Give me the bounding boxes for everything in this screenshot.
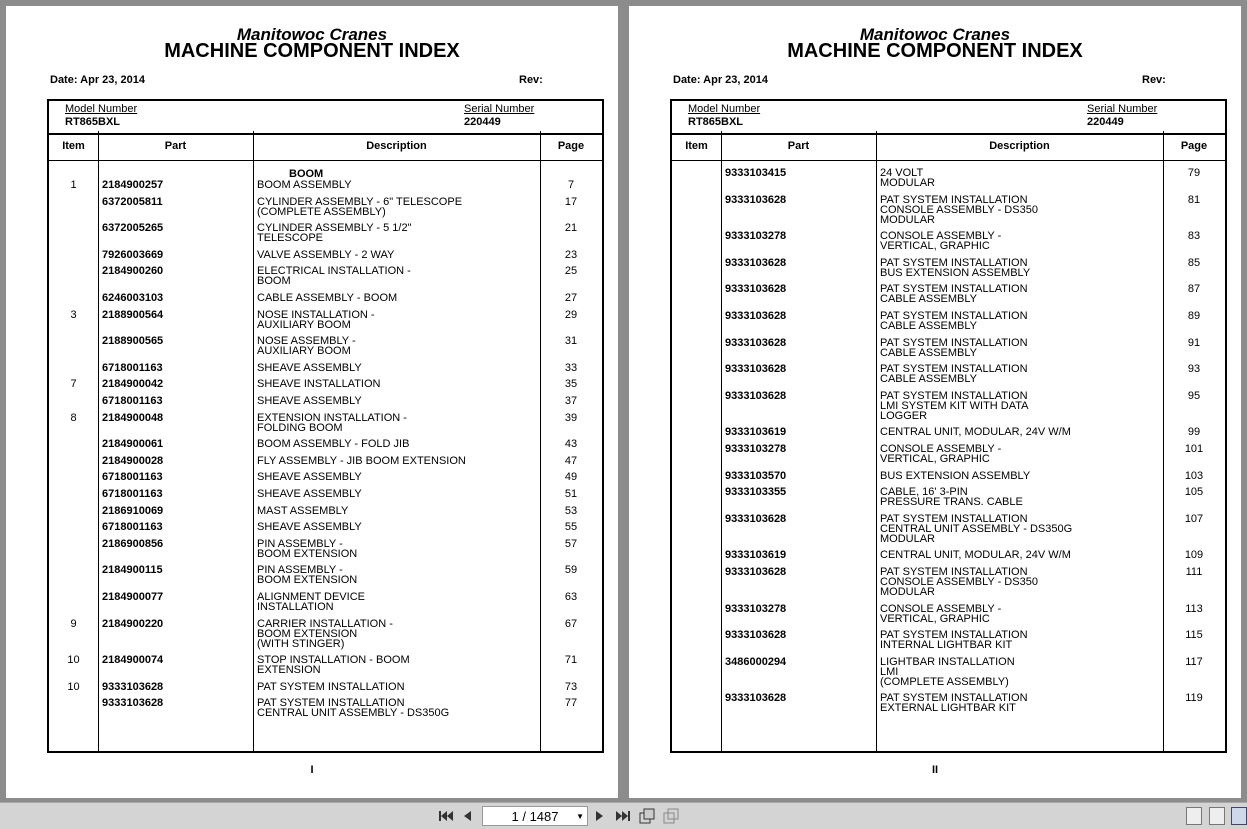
row-part-number: 2184900042 (102, 378, 164, 391)
row-page: 29 (564, 308, 578, 321)
row-description: CYLINDER ASSEMBLY - 5 1/2" TELESCOPE (257, 222, 412, 245)
row-item: 1 (70, 179, 77, 191)
row-description: PAT SYSTEM INSTALLATION EXTERNAL LIGHTBAR KIT (880, 692, 1028, 715)
row-description: PAT SYSTEM INSTALLATION CONSOLE ASSEMBLY - DS350 MODULAR (880, 566, 1038, 598)
date-label: Date: Apr 23, 2014 (673, 74, 768, 86)
row-description: PAT SYSTEM INSTALLATION (257, 680, 405, 693)
row-description: ELECTRICAL INSTALLATION - BOOM (257, 265, 411, 288)
row-description: ALIGNMENT DEVICE INSTALLATION (257, 591, 365, 613)
row-page: 35 (564, 378, 578, 391)
row-part-number: 9333103628 (725, 193, 787, 206)
chevron-down-icon[interactable]: ▼ (576, 811, 584, 821)
row-part-number: 2184900077 (102, 591, 164, 603)
row-page: 53 (564, 504, 578, 517)
brand-title: Manitowoc Cranes (859, 25, 1011, 44)
row-description: CYLINDER ASSEMBLY - 6" TELESCOPE (COMPLETE ASSEMBLY) (257, 195, 463, 218)
row-page: 83 (1187, 230, 1201, 243)
row-description: PAT SYSTEM INSTALLATION CONSOLE ASSEMBLY - DS350 MODULAR (880, 193, 1038, 226)
page-folio: II (931, 764, 939, 776)
row-page: 77 (564, 697, 578, 710)
row-part-number: 9333103628 (725, 256, 787, 269)
row-item: 10 (67, 680, 80, 693)
document-page-right (629, 6, 1241, 798)
column-header-page: Page (1180, 140, 1208, 152)
model-number-label: Model Number (65, 103, 138, 115)
model-number-value: RT865BXL (688, 116, 744, 128)
row-page: 101 (1184, 443, 1204, 455)
page-indicator: 1 / 1487 (511, 808, 559, 824)
column-header-description: Description (366, 140, 427, 152)
row-page: 17 (564, 195, 578, 208)
row-description: CONSOLE ASSEMBLY - VERTICAL, GRAPHIC (880, 230, 1002, 253)
row-page: 33 (564, 361, 578, 374)
viewer-toolbar (0, 802, 1247, 829)
row-description: PAT SYSTEM INSTALLATION CABLE ASSEMBLY (880, 363, 1028, 386)
fit-icon[interactable] (662, 807, 680, 825)
row-item: 9 (70, 617, 77, 630)
row-page: 47 (564, 454, 578, 467)
row-description: BOOM ASSEMBLY - FOLD JIB (257, 438, 410, 451)
row-part-number: 2184900260 (102, 265, 164, 278)
row-part-number: 2184900257 (102, 179, 164, 191)
row-page: 73 (564, 680, 578, 693)
row-part-number: 2186910069 (102, 504, 164, 517)
row-part-number: 3486000294 (725, 655, 787, 668)
row-description: PAT SYSTEM INSTALLATION CABLE ASSEMBLY (880, 283, 1028, 306)
rotate-icon[interactable] (638, 807, 656, 825)
column-header-item: Item (62, 140, 85, 152)
document-page-left (6, 6, 618, 798)
row-page: 49 (564, 471, 578, 484)
row-page: 95 (1187, 389, 1201, 402)
row-description: EXTENSION INSTALLATION - FOLDING BOOM (257, 411, 407, 434)
serial-number-value: 220449 (464, 116, 501, 128)
page-folio: I (310, 764, 314, 776)
row-page: 115 (1185, 629, 1203, 642)
row-description: CARRIER INSTALLATION - BOOM EXTENSION (WITH STINGER) (257, 617, 393, 650)
row-page: 71 (564, 654, 578, 667)
row-part-number: 9333103619 (725, 426, 787, 439)
row-item: 7 (70, 378, 77, 391)
row-description: SHEAVE ASSEMBLY (257, 521, 362, 534)
rev-label: Rev: (519, 74, 543, 86)
row-part-number: 9333103355 (725, 486, 787, 499)
row-part-number: 6718001163 (102, 361, 163, 374)
row-description: FLY ASSEMBLY - JIB BOOM EXTENSION (257, 454, 466, 467)
row-description: SHEAVE ASSEMBLY (257, 361, 362, 374)
row-page: 31 (564, 335, 578, 348)
row-description: MAST ASSEMBLY (257, 504, 349, 517)
row-page: 119 (1185, 692, 1203, 705)
row-page: 7 (567, 179, 575, 191)
row-part-number: 9333103628 (725, 283, 787, 296)
row-description: NOSE ASSEMBLY - AUXILIARY BOOM (257, 335, 356, 358)
column-header-description: Description (989, 140, 1050, 152)
row-description: NOSE INSTALLATION - AUXILIARY BOOM (257, 308, 375, 331)
row-page: 81 (1187, 193, 1201, 206)
row-page: 67 (564, 617, 578, 630)
row-description: CENTRAL UNIT, MODULAR, 24V W/M (880, 426, 1071, 439)
model-number-value: RT865BXL (65, 116, 121, 128)
row-item: 3 (70, 308, 77, 321)
row-part-number: 9333103278 (725, 230, 787, 243)
brand-title: Manitowoc Cranes (236, 25, 388, 44)
row-description: LIGHTBAR INSTALLATION LMI (COMPLETE ASSEMBLY) (880, 655, 1015, 688)
row-description: 24 VOLT MODULAR (880, 167, 936, 189)
prev-page-icon[interactable] (460, 807, 474, 825)
row-part-number: 9333103628 (725, 310, 787, 322)
row-description: PIN ASSEMBLY - BOOM EXTENSION (257, 564, 358, 587)
page-title: MACHINE COMPONENT INDEX (164, 40, 460, 62)
row-part-number: 2184900220 (102, 617, 164, 630)
row-part-number: 9333103628 (725, 336, 787, 349)
row-part-number: 9333103628 (725, 566, 787, 578)
row-page: 105 (1184, 486, 1204, 499)
row-part-number: 2184900074 (102, 654, 164, 667)
row-part-number: 6372005811 (102, 195, 163, 208)
row-description: PAT SYSTEM INSTALLATION CABLE ASSEMBLY (880, 336, 1028, 359)
row-page: 117 (1185, 655, 1203, 668)
row-description: SHEAVE INSTALLATION (257, 378, 381, 391)
row-part-number: 9333103628 (725, 363, 787, 376)
row-page: 89 (1187, 310, 1201, 322)
row-part-number: 9333103628 (725, 389, 787, 402)
row-part-number: 9333103628 (102, 697, 164, 710)
row-page: 93 (1187, 363, 1201, 376)
next-page-icon[interactable] (593, 807, 607, 825)
row-part-number: 2188900564 (102, 308, 164, 321)
serial-number-label: Serial Number (1087, 103, 1158, 115)
row-part-number: 9333103278 (725, 443, 787, 455)
row-description: CABLE, 16' 3-PIN PRESSURE TRANS. CABLE (880, 486, 1023, 509)
row-page: 85 (1187, 256, 1201, 269)
row-part-number: 6718001163 (102, 395, 163, 407)
row-page: 55 (564, 521, 578, 534)
page-title: MACHINE COMPONENT INDEX (787, 40, 1083, 62)
single-page-view-icon[interactable] (1186, 807, 1202, 825)
row-description: PAT SYSTEM INSTALLATION BUS EXTENSION ASSEMBLY (880, 256, 1031, 279)
row-page: 21 (564, 222, 578, 235)
row-part-number: 9333103415 (725, 167, 787, 179)
row-description: VALVE ASSEMBLY - 2 WAY (257, 248, 395, 261)
row-page: 27 (564, 292, 578, 304)
row-page: 51 (564, 488, 578, 500)
row-page: 109 (1184, 549, 1204, 562)
row-description: PAT SYSTEM INSTALLATION INTERNAL LIGHTBAR KIT (880, 629, 1028, 652)
row-description: CABLE ASSEMBLY - BOOM (257, 292, 398, 304)
page-number-field[interactable] (482, 806, 588, 826)
row-description: PAT SYSTEM INSTALLATION CENTRAL UNIT ASSEMBLY - DS350G MODULAR (880, 512, 1073, 545)
row-part-number: 9333103628 (725, 692, 787, 705)
row-page: 57 (564, 537, 578, 550)
row-part-number: 2184900061 (102, 438, 164, 451)
row-description: SHEAVE ASSEMBLY (257, 488, 362, 500)
column-header-part: Part (164, 140, 187, 152)
row-part-number: 9333103278 (725, 602, 787, 615)
row-page: 111 (1185, 566, 1203, 578)
rev-label: Rev: (1142, 74, 1166, 86)
row-part-number: 9333103619 (725, 549, 787, 562)
column-header-item: Item (685, 140, 708, 152)
component-table (47, 131, 604, 753)
last-page-icon[interactable] (614, 807, 632, 825)
row-page: 23 (564, 248, 578, 261)
row-description: PIN ASSEMBLY - BOOM EXTENSION (257, 537, 358, 560)
row-page: 87 (1187, 283, 1201, 296)
row-part-number: 9333103628 (102, 680, 164, 693)
section-heading: BOOM (289, 168, 324, 180)
row-description: PAT SYSTEM INSTALLATION CABLE ASSEMBLY (880, 310, 1028, 332)
row-description: PAT SYSTEM INSTALLATION LMI SYSTEM KIT WITH DATA LOGGER (880, 389, 1029, 422)
row-item: 8 (70, 411, 77, 424)
row-part-number: 6718001163 (102, 471, 163, 484)
row-page: 79 (1187, 167, 1201, 179)
first-page-icon[interactable] (437, 807, 455, 825)
column-header-part: Part (787, 140, 810, 152)
row-description: CONSOLE ASSEMBLY - VERTICAL, GRAPHIC (880, 602, 1002, 625)
serial-number-label: Serial Number (464, 103, 535, 115)
row-page: 91 (1187, 336, 1201, 349)
row-page: 99 (1187, 426, 1201, 439)
row-part-number: 6372005265 (102, 222, 164, 235)
date-label: Date: Apr 23, 2014 (50, 74, 145, 86)
row-page: 37 (564, 395, 578, 407)
row-description: PAT SYSTEM INSTALLATION CENTRAL UNIT ASSEMBLY - DS350G (257, 697, 450, 720)
row-page: 39 (564, 411, 578, 424)
row-page: 25 (564, 265, 578, 278)
continuous-view-icon[interactable] (1209, 807, 1225, 825)
two-page-view-icon[interactable] (1231, 807, 1247, 825)
row-item: 10 (67, 654, 80, 667)
row-part-number: 7926003669 (102, 248, 164, 261)
model-serial-box (670, 99, 1227, 135)
serial-number-value: 220449 (1087, 116, 1124, 128)
model-serial-box (47, 99, 604, 135)
row-part-number: 9333103570 (725, 469, 787, 482)
column-header-page: Page (557, 140, 585, 152)
row-description: BUS EXTENSION ASSEMBLY (880, 469, 1031, 482)
row-page: 103 (1184, 469, 1204, 482)
row-page: 43 (564, 438, 578, 451)
row-part-number: 9333103628 (725, 512, 787, 525)
row-part-number: 2184900028 (102, 454, 164, 467)
row-part-number: 6246003103 (102, 292, 164, 304)
row-description: STOP INSTALLATION - BOOM EXTENSION (257, 654, 410, 677)
row-description: CENTRAL UNIT, MODULAR, 24V W/M (880, 549, 1071, 562)
row-description: SHEAVE ASSEMBLY (257, 395, 362, 407)
row-description: CONSOLE ASSEMBLY - VERTICAL, GRAPHIC (880, 443, 1002, 465)
model-number-label: Model Number (688, 103, 761, 115)
row-description: SHEAVE ASSEMBLY (257, 471, 362, 484)
row-part-number: 6718001163 (102, 488, 163, 500)
row-part-number: 2184900115 (102, 564, 163, 577)
row-page: 113 (1185, 602, 1203, 615)
row-part-number: 2186900856 (102, 537, 164, 550)
row-page: 59 (564, 564, 578, 577)
row-page: 107 (1184, 512, 1204, 525)
row-part-number: 6718001163 (102, 521, 163, 534)
row-page: 63 (564, 591, 578, 603)
component-table (670, 131, 1227, 753)
row-part-number: 2184900048 (102, 411, 164, 424)
row-part-number: 2188900565 (102, 335, 164, 348)
row-part-number: 9333103628 (725, 629, 787, 642)
row-description: BOOM ASSEMBLY (257, 179, 352, 191)
